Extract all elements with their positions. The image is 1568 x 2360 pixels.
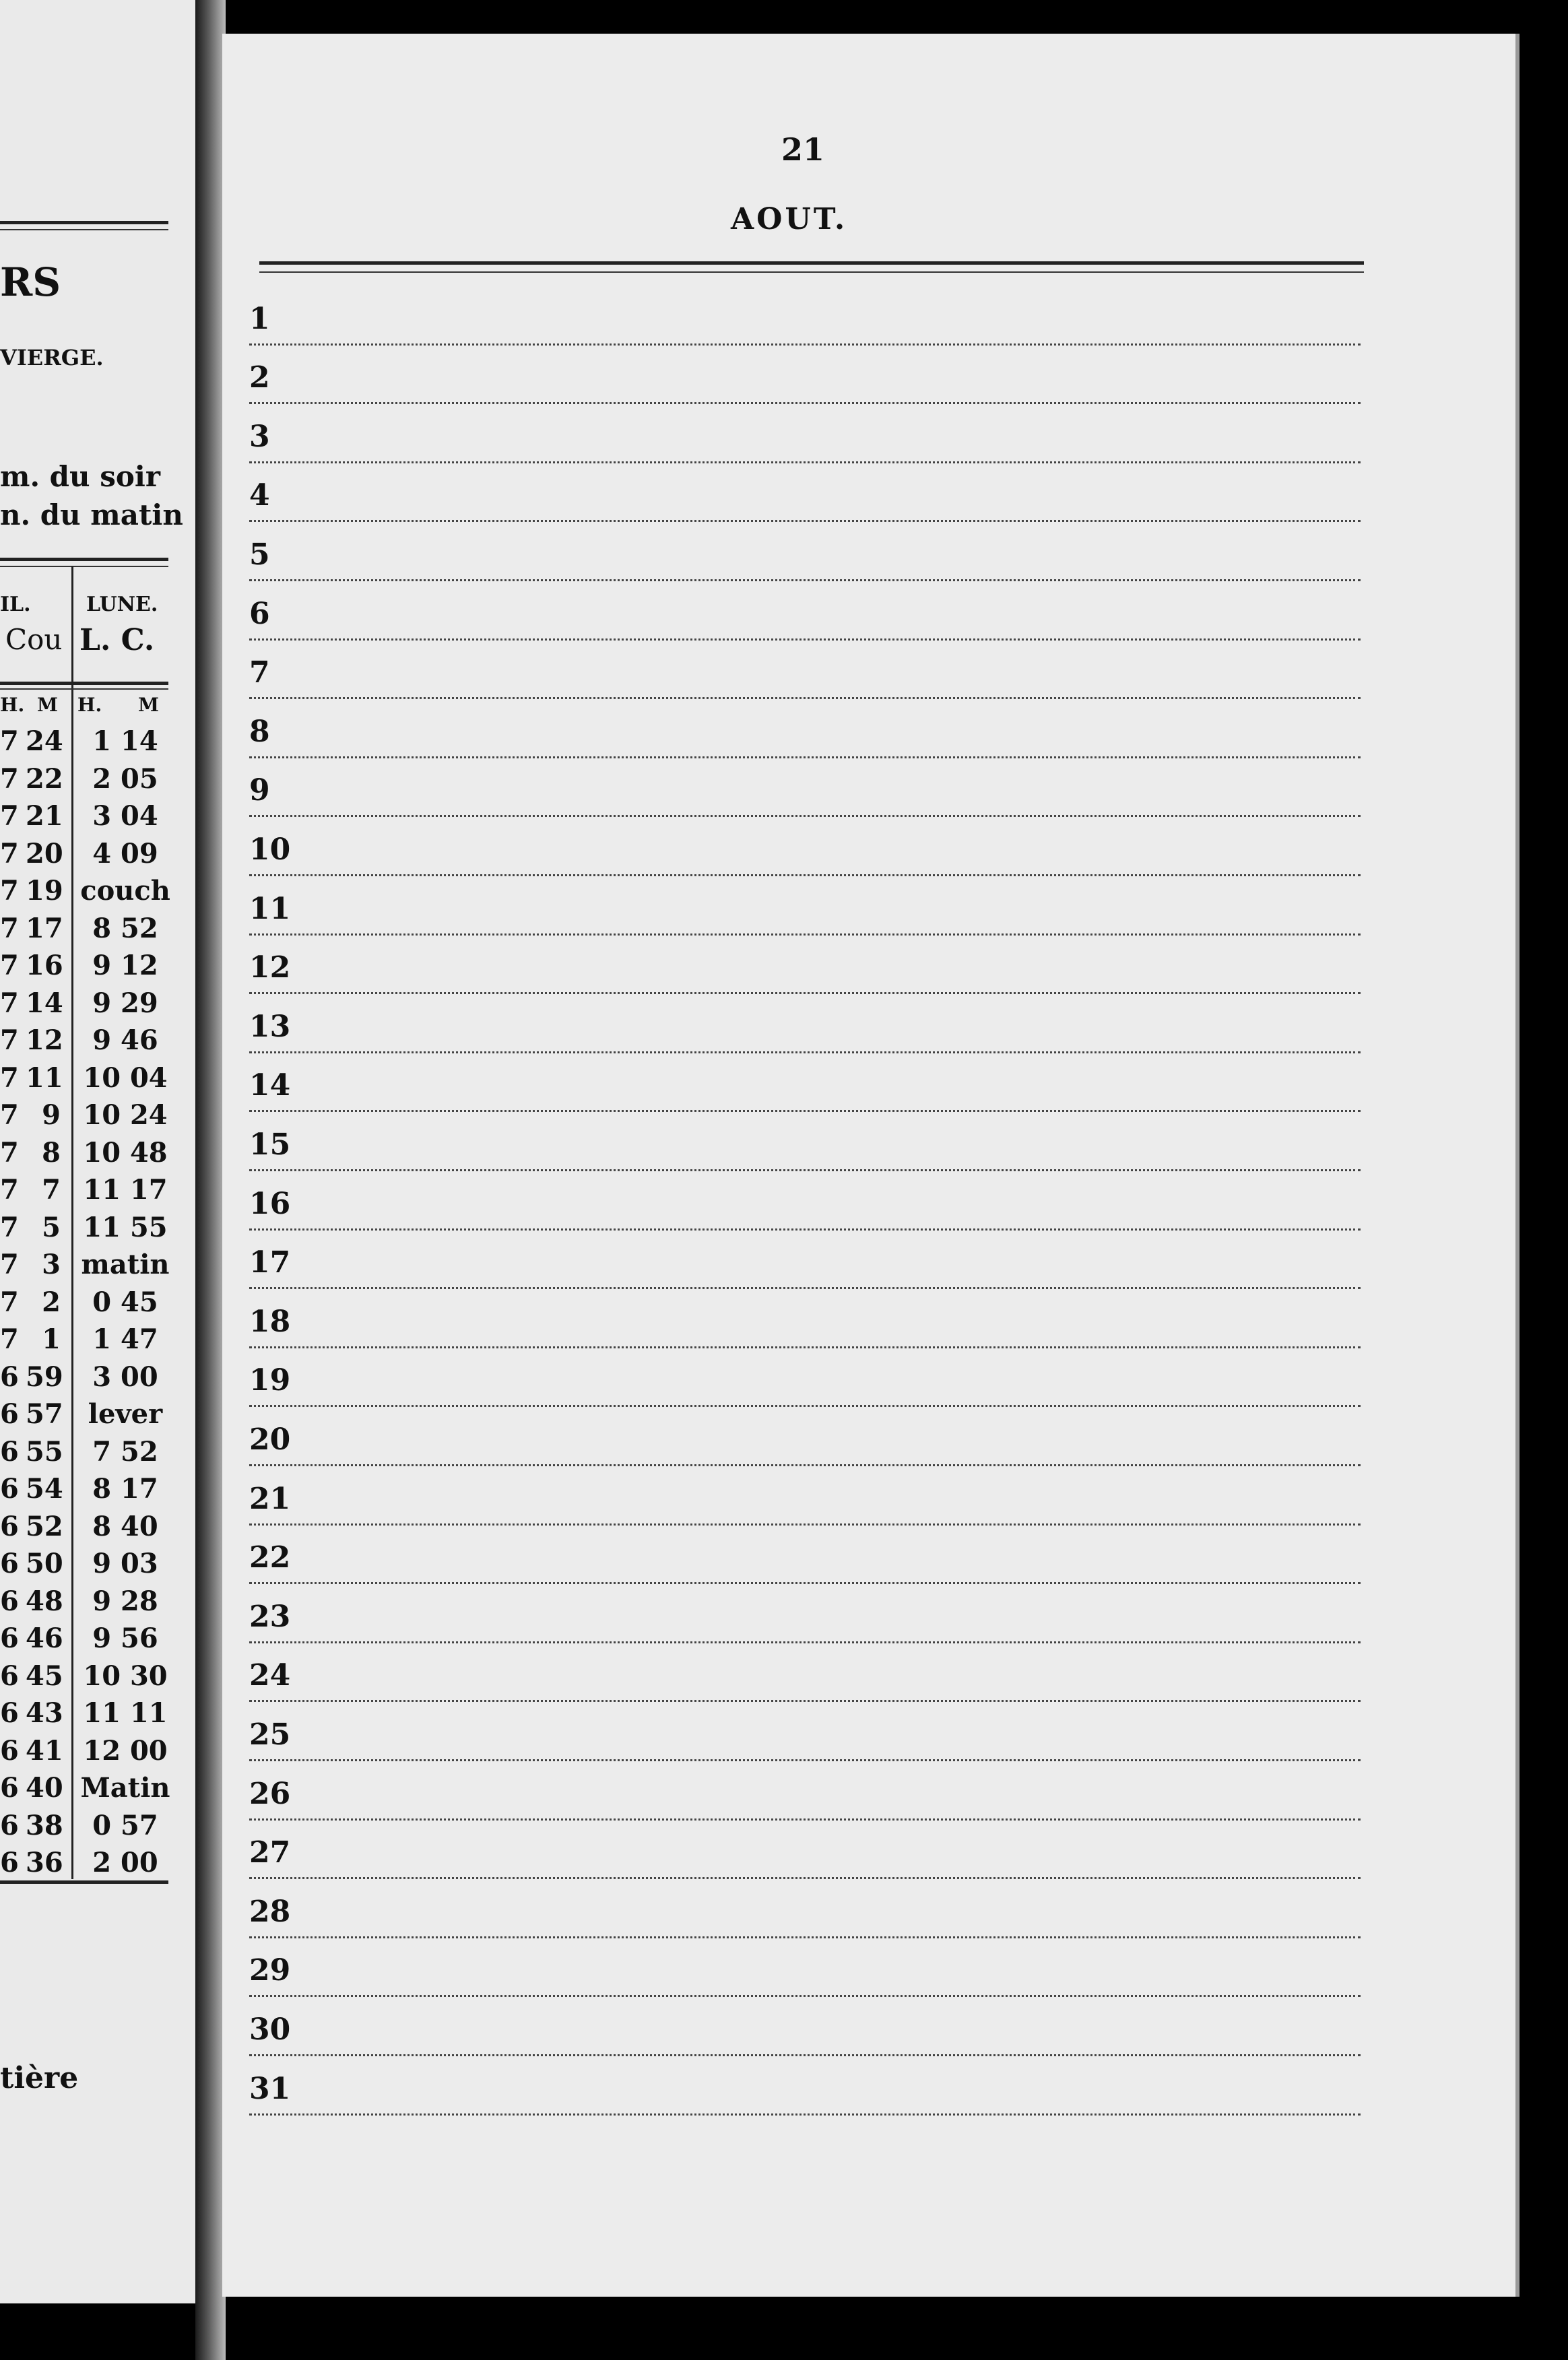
left-title-fragment: RS (0, 259, 61, 305)
sun-hour: 6 (0, 1847, 19, 1878)
day-entry-row (249, 1053, 1361, 1113)
sun-minute: 52 (26, 1510, 63, 1542)
sun-hour: 7 (0, 1286, 19, 1318)
ephemeris-row (0, 1548, 168, 1585)
moon-time: 0 57 (92, 1809, 158, 1841)
moon-time: 10 30 (83, 1660, 168, 1692)
ephemeris-row (0, 1735, 168, 1772)
ephemeris-row (0, 763, 168, 800)
sun-hour: 7 (0, 987, 19, 1019)
day-number: 15 (249, 1127, 291, 1162)
ephemeris-row (0, 1099, 168, 1136)
left-unit-m: M (37, 694, 58, 716)
day-entry-row (249, 522, 1361, 581)
sun-hour: 7 (0, 800, 19, 832)
sun-hour: 7 (0, 837, 19, 870)
month-rule-thin (259, 271, 1364, 273)
month-rule-thick (259, 261, 1364, 265)
sun-minute: 20 (26, 837, 63, 870)
day-number: 13 (249, 1009, 291, 1044)
ephemeris-row (0, 1249, 168, 1286)
day-entry-row (249, 463, 1361, 523)
left-sign: VIERGE. (0, 345, 104, 370)
day-number: 19 (249, 1363, 291, 1398)
day-entry-row (249, 1584, 1361, 1643)
sun-hour: 6 (0, 1435, 19, 1468)
sun-hour: 7 (0, 1099, 19, 1131)
moon-time: 9 29 (92, 987, 158, 1019)
ephemeris-row (0, 1436, 168, 1473)
left-top-rule (0, 221, 168, 224)
day-entry-row (249, 1407, 1361, 1466)
day-entry-row (249, 641, 1361, 700)
day-entry-row (249, 346, 1361, 405)
moon-time: 3 04 (92, 800, 158, 832)
sun-minute: 16 (26, 950, 63, 981)
day-entry-row (249, 1289, 1361, 1348)
day-entry-row (249, 876, 1361, 936)
ephemeris-row (0, 1847, 168, 1884)
sun-minute: 17 (26, 912, 63, 944)
dotted-writing-line (249, 2113, 1361, 2116)
sun-hour: 6 (0, 1734, 19, 1767)
sun-minute: 11 (26, 1061, 63, 1094)
sun-hour: 7 (0, 875, 19, 907)
ephemeris-row (0, 1398, 168, 1435)
day-number: 1 (249, 301, 270, 336)
ephemeris-row (0, 1286, 168, 1323)
day-number: 17 (249, 1245, 291, 1280)
left-phase-line-2: n. du matin (0, 498, 183, 531)
left-col-header-sun-sub: Cou (5, 623, 63, 656)
sun-minute: 3 (42, 1249, 61, 1280)
ephemeris-row (0, 1137, 168, 1174)
moon-time: 11 11 (83, 1697, 168, 1729)
sun-minute: 9 (42, 1099, 61, 1131)
day-number: 16 (249, 1186, 291, 1221)
day-number: 10 (249, 832, 291, 867)
day-entry-row (249, 936, 1361, 995)
day-number: 2 (249, 360, 270, 395)
left-col-header-moon-sub: L. C. (79, 623, 155, 657)
day-entry-row (249, 1526, 1361, 1585)
sun-minute: 7 (42, 1174, 61, 1206)
day-number: 25 (249, 1717, 291, 1752)
day-number: 22 (249, 1540, 291, 1575)
day-number: 27 (249, 1835, 291, 1870)
sun-minute: 2 (42, 1286, 61, 1318)
left-moon-unit-h: H. (77, 694, 102, 716)
sun-minute: 1 (42, 1323, 61, 1355)
day-entry-row (249, 699, 1361, 758)
sun-hour: 6 (0, 1361, 19, 1393)
day-number: 30 (249, 2012, 291, 2047)
moon-time: 8 17 (92, 1473, 158, 1505)
sun-hour: 6 (0, 1398, 19, 1430)
day-number: 23 (249, 1599, 291, 1634)
sun-hour: 7 (0, 1061, 19, 1094)
day-entry-row (249, 1171, 1361, 1231)
ephemeris-row (0, 1585, 168, 1622)
day-number: 24 (249, 1658, 291, 1693)
ephemeris-row (0, 1323, 168, 1361)
sun-hour: 7 (0, 762, 19, 795)
ephemeris-row (0, 1174, 168, 1211)
ephemeris-row (0, 1810, 168, 1847)
day-entry-row (249, 404, 1361, 463)
left-col-header-moon: LUNE. (86, 593, 158, 616)
sun-minute: 54 (26, 1473, 63, 1505)
left-unit-h: H. (0, 694, 25, 716)
moon-time: 10 48 (83, 1136, 168, 1169)
ephemeris-row (0, 1062, 168, 1099)
sun-hour: 7 (0, 912, 19, 944)
sun-hour: 6 (0, 1473, 19, 1505)
sun-minute: 41 (26, 1734, 63, 1767)
day-entry-row (249, 1938, 1361, 1998)
sun-minute: 57 (26, 1398, 63, 1430)
sun-minute: 14 (26, 987, 63, 1019)
sun-hour: 6 (0, 1772, 19, 1804)
ephemeris-row (0, 1622, 168, 1660)
moon-time: 10 04 (83, 1061, 168, 1094)
moon-time: 8 40 (92, 1510, 158, 1542)
day-number: 26 (249, 1776, 291, 1811)
left-moon-unit-m: M (138, 694, 159, 716)
moon-time: 3 00 (92, 1361, 158, 1393)
day-entry-row (249, 581, 1361, 641)
page-number: 21 (781, 131, 825, 168)
day-number: 8 (249, 714, 270, 749)
sun-hour: 6 (0, 1510, 19, 1542)
left-top-rule-thin (0, 229, 168, 230)
sun-minute: 8 (42, 1136, 61, 1169)
moon-time: matin (81, 1249, 170, 1280)
book-gutter (195, 0, 226, 2360)
moon-time: 0 45 (92, 1286, 158, 1318)
sun-hour: 7 (0, 1174, 19, 1206)
ephemeris-row (0, 1212, 168, 1249)
moon-time: 2 00 (92, 1847, 158, 1878)
ephemeris-row (0, 1361, 168, 1398)
ephemeris-row (0, 800, 168, 837)
sun-minute: 48 (26, 1585, 63, 1617)
moon-time: 9 12 (92, 950, 158, 981)
day-entry-row (249, 1702, 1361, 1761)
left-table-top-rule (0, 558, 168, 561)
sun-minute: 21 (26, 800, 63, 832)
ephemeris-row (0, 950, 168, 987)
moon-time: Matin (80, 1772, 170, 1804)
day-number: 11 (249, 891, 291, 926)
sun-hour: 7 (0, 1136, 19, 1169)
left-table-bottom-rule (0, 1880, 168, 1884)
moon-time: 9 03 (92, 1548, 158, 1579)
sun-hour: 6 (0, 1585, 19, 1617)
day-entry-row (249, 817, 1361, 876)
sun-minute: 43 (26, 1697, 63, 1729)
sun-minute: 12 (26, 1024, 63, 1056)
left-page (0, 0, 195, 2303)
day-number: 12 (249, 950, 291, 985)
day-number: 29 (249, 1953, 291, 1988)
day-entry-row (249, 994, 1361, 1053)
moon-time: couch (80, 875, 170, 907)
sun-minute: 46 (26, 1622, 63, 1654)
day-number: 4 (249, 478, 270, 513)
ephemeris-row (0, 913, 168, 950)
ephemeris-row (0, 875, 168, 912)
left-header-rule-thin (0, 688, 168, 690)
sun-hour: 7 (0, 1249, 19, 1280)
ephemeris-row (0, 1697, 168, 1734)
day-entry-row (249, 1879, 1361, 1938)
moon-time: 10 24 (83, 1099, 168, 1131)
month-title: AOUT. (731, 202, 848, 236)
sun-hour: 7 (0, 1211, 19, 1243)
day-entry-row (249, 1761, 1361, 1821)
sun-minute: 40 (26, 1772, 63, 1804)
left-table-top-rule-thin (0, 566, 168, 567)
sun-hour: 7 (0, 950, 19, 981)
ephemeris-row (0, 1660, 168, 1697)
sun-minute: 19 (26, 875, 63, 907)
moon-time: 11 17 (83, 1174, 168, 1206)
moon-time: 9 56 (92, 1622, 158, 1654)
day-number: 21 (249, 1481, 291, 1516)
ephemeris-row (0, 1772, 168, 1809)
day-entry-row (249, 1643, 1361, 1703)
sun-minute: 22 (26, 762, 63, 795)
moon-time: 1 47 (92, 1323, 158, 1355)
moon-time: 11 55 (83, 1211, 168, 1243)
day-entry-row (249, 1348, 1361, 1408)
sun-minute: 24 (26, 725, 63, 757)
day-number: 7 (249, 655, 270, 690)
ephemeris-row (0, 838, 168, 875)
sun-hour: 6 (0, 1548, 19, 1579)
day-number: 3 (249, 419, 270, 454)
moon-time: 1 14 (92, 725, 158, 757)
ephemeris-row (0, 1024, 168, 1061)
day-number: 31 (249, 2071, 291, 2106)
sun-minute: 55 (26, 1435, 63, 1468)
day-number: 5 (249, 537, 270, 572)
day-number: 18 (249, 1304, 291, 1339)
day-entry-row (249, 1231, 1361, 1290)
moon-time: 9 46 (92, 1024, 158, 1056)
left-phase-line-1: m. du soir (0, 460, 160, 493)
sun-minute: 50 (26, 1548, 63, 1579)
sun-hour: 6 (0, 1622, 19, 1654)
day-number: 28 (249, 1894, 291, 1929)
sun-hour: 6 (0, 1697, 19, 1729)
day-entry-row (249, 2056, 1361, 2116)
sun-minute: 45 (26, 1660, 63, 1692)
sun-hour: 7 (0, 1024, 19, 1056)
day-number: 6 (249, 596, 270, 631)
moon-time: 4 09 (92, 837, 158, 870)
left-col-header-sun: IL. (0, 593, 31, 616)
left-footer-fragment: tière (0, 2061, 79, 2095)
day-number: 9 (249, 773, 270, 808)
sun-minute: 36 (26, 1847, 63, 1878)
day-entry-row (249, 1112, 1361, 1171)
ephemeris-row (0, 725, 168, 762)
moon-time: 7 52 (92, 1435, 158, 1468)
moon-time: 12 00 (83, 1734, 168, 1767)
day-entry-row (249, 758, 1361, 818)
left-header-rule (0, 682, 168, 685)
sun-hour: 7 (0, 1323, 19, 1355)
sun-hour: 6 (0, 1660, 19, 1692)
day-entry-row (249, 1997, 1361, 2056)
day-entry-row (249, 286, 1361, 346)
sun-hour: 6 (0, 1809, 19, 1841)
moon-time: 2 05 (92, 762, 158, 795)
day-entry-row (249, 1821, 1361, 1880)
moon-time: 9 28 (92, 1585, 158, 1617)
sun-minute: 38 (26, 1809, 63, 1841)
day-entry-row (249, 1466, 1361, 1526)
ephemeris-row (0, 1511, 168, 1548)
ephemeris-row (0, 1473, 168, 1510)
moon-time: 8 52 (92, 912, 158, 944)
moon-time: lever (88, 1398, 163, 1430)
sun-minute: 5 (42, 1211, 61, 1243)
sun-minute: 59 (26, 1361, 63, 1393)
ephemeris-row (0, 987, 168, 1024)
sun-hour: 7 (0, 725, 19, 757)
day-number: 14 (249, 1068, 291, 1103)
day-number: 20 (249, 1422, 291, 1457)
